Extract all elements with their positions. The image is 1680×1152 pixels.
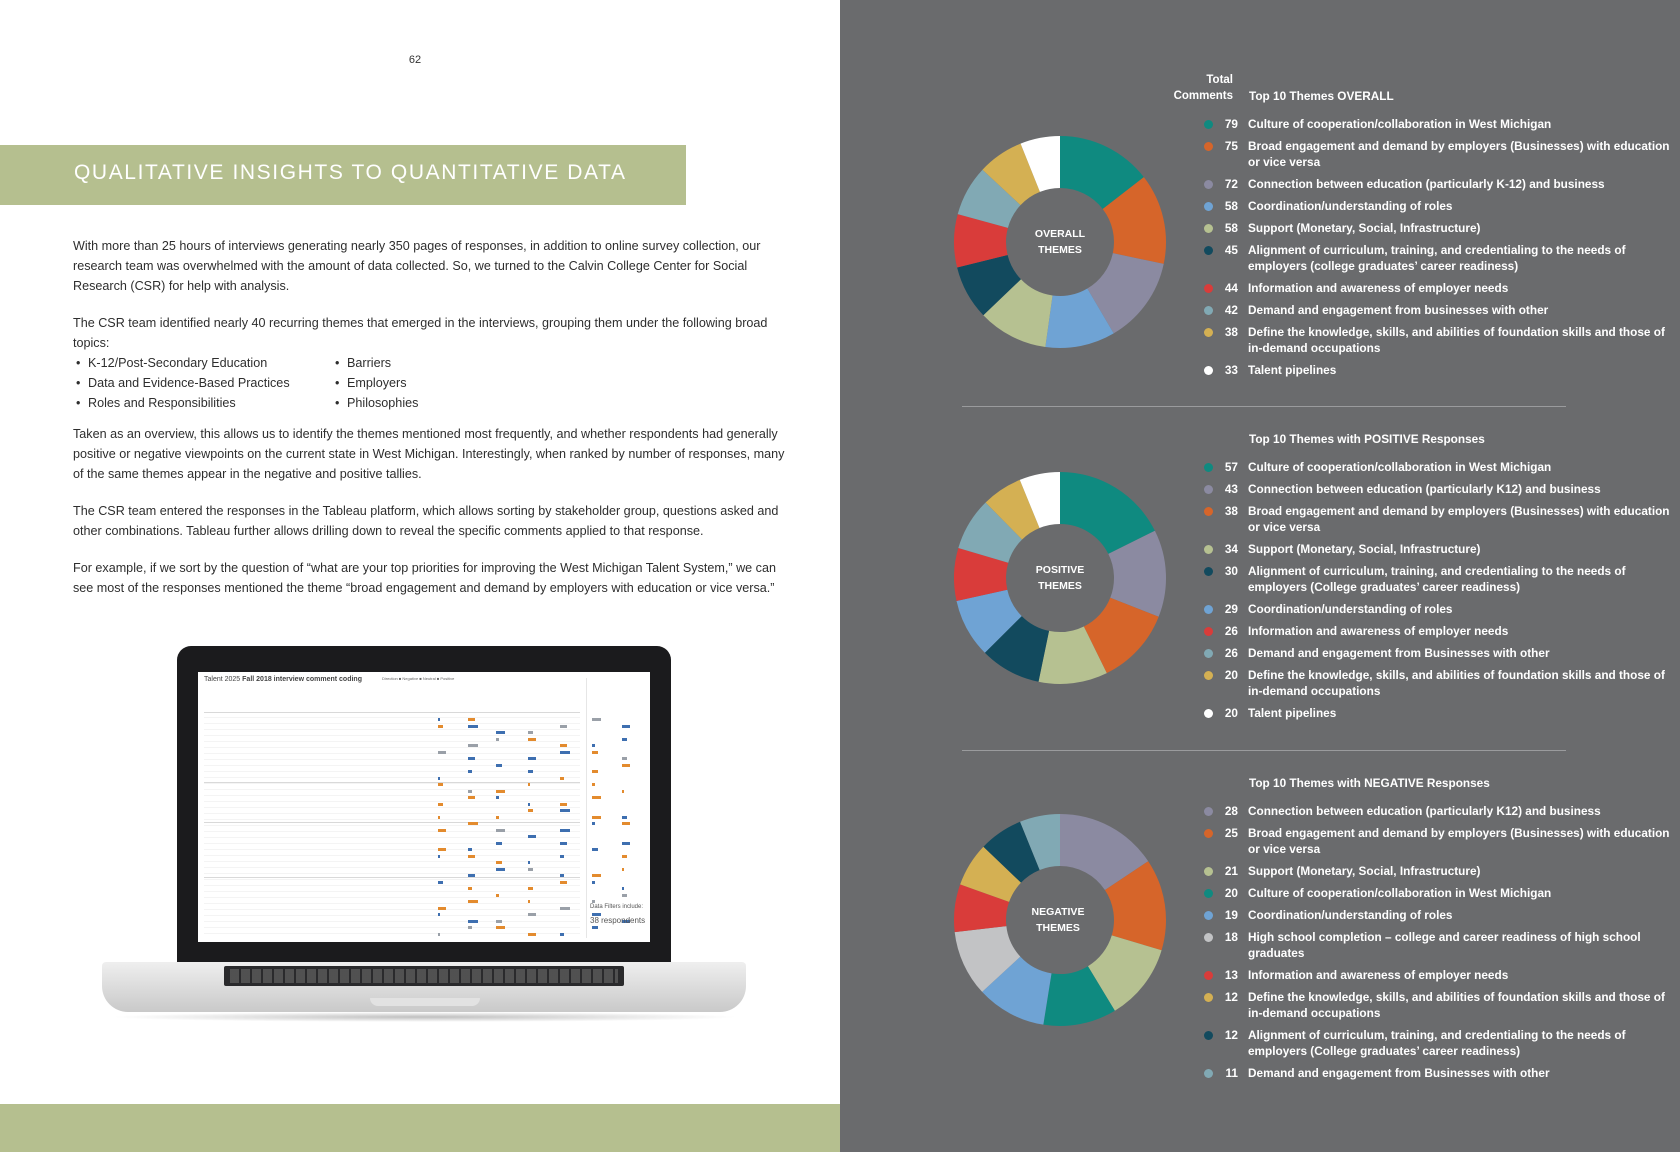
legend-swatch — [1204, 933, 1213, 942]
theme-count: 12 — [1224, 990, 1238, 1004]
theme-label: Alignment of curriculum, training, and credentialing to the needs of employers (College graduates’ career readiness) — [1248, 564, 1626, 594]
theme-item — [1204, 176, 1674, 192]
screen-bar — [560, 907, 570, 910]
screen-bar — [496, 894, 499, 897]
legend-swatch — [1204, 627, 1213, 636]
theme-item — [1204, 705, 1674, 721]
legend-swatch — [1204, 867, 1213, 876]
screen-bar — [468, 718, 475, 721]
screen-bar — [560, 855, 564, 858]
theme-count: 20 — [1224, 706, 1238, 720]
screen-bar — [560, 829, 570, 832]
screen-bar — [560, 803, 567, 806]
legend-swatch — [1204, 306, 1213, 315]
screen-bar — [438, 777, 440, 780]
section-divider — [962, 406, 1566, 407]
screen-bar — [468, 796, 475, 799]
laptop-image — [100, 646, 750, 1026]
theme-label: Culture of cooperation/collaboration in West Michigan — [1248, 460, 1552, 474]
donut-center-label: POSITIVE THEMES — [1035, 564, 1085, 592]
body-text — [73, 236, 785, 615]
theme-label: Connection between education (particularly K-12) and business — [1248, 177, 1605, 191]
theme-item — [1204, 1065, 1674, 1081]
theme-count: 26 — [1224, 624, 1238, 638]
theme-count: 57 — [1224, 460, 1238, 474]
screen-bar — [438, 725, 443, 728]
right-page — [840, 0, 1680, 1152]
legend-swatch — [1204, 246, 1213, 255]
screen-bar — [560, 881, 567, 884]
legend-swatch — [1204, 284, 1213, 293]
paragraph-5: For example, if we sort by the question of “what are your top priorities for improving the West Michigan Talent System,” we can see most of the responses mentioned the theme “broad engagement and demand by employers with education or vice versa.” — [73, 561, 776, 595]
screen-rule — [204, 782, 580, 783]
legend-swatch — [1204, 485, 1213, 494]
topic-item: • Philosophies — [332, 393, 532, 413]
screen-bar — [528, 900, 530, 903]
screen-bar — [560, 725, 567, 728]
theme-item — [1204, 302, 1674, 318]
theme-item — [1204, 280, 1674, 296]
screen-bar — [560, 744, 567, 747]
screen-bar — [468, 770, 472, 773]
theme-label: Coordination/understanding of roles — [1248, 199, 1453, 213]
screen-bar — [496, 920, 502, 923]
theme-label: Information and awareness of employer needs — [1248, 624, 1509, 638]
theme-count: 29 — [1224, 602, 1238, 616]
theme-item — [1204, 459, 1674, 475]
screen-bar — [438, 881, 443, 884]
theme-item — [1204, 220, 1674, 236]
bullet: • — [76, 396, 81, 410]
theme-list-negative — [1204, 803, 1674, 1087]
theme-label: Talent pipelines — [1248, 706, 1337, 720]
theme-item — [1204, 929, 1674, 961]
total-comments-header: Total Comments — [1173, 74, 1233, 102]
screen-bar — [496, 790, 505, 793]
screen-legend: Direction ■ Negative ■ Neutral ■ Positive — [382, 676, 455, 681]
theme-count: 28 — [1224, 804, 1238, 818]
theme-item — [1204, 116, 1674, 132]
theme-label: Broad engagement and demand by employers (Businesses) with education or vice versa — [1248, 139, 1670, 169]
theme-count: 79 — [1224, 117, 1238, 131]
laptop-shadow — [110, 1012, 740, 1022]
screen-bar — [468, 926, 472, 929]
bullet: • — [335, 396, 340, 410]
theme-list-overall — [1204, 116, 1674, 384]
theme-count: 25 — [1224, 826, 1238, 840]
paragraph-3: Taken as an overview, this allows us to identify the themes mentioned most frequently, and whether respondents had generally positive or negative viewpoints on the current state in West Michigan. Interestingly, when ranked by number of responses, many of the same themes appear in the negative and positive tallies. — [73, 427, 785, 481]
theme-label: Connection between education (particularly K12) and business — [1248, 804, 1601, 818]
paragraph-2: The CSR team identified nearly 40 recurring themes that emerged in the interviews, grouping them under the following broad topics: — [73, 316, 768, 350]
theme-item — [1204, 242, 1674, 274]
legend-swatch — [1204, 463, 1213, 472]
topic-item: • Roles and Responsibilities — [73, 393, 332, 413]
theme-item — [1204, 863, 1674, 879]
legend-swatch — [1204, 889, 1213, 898]
screen-bar — [496, 796, 499, 799]
theme-label: Broad engagement and demand by employers (Businesses) with education or vice versa — [1248, 826, 1670, 856]
legend-swatch — [1204, 507, 1213, 516]
section-divider — [962, 750, 1566, 751]
theme-label: Alignment of curriculum, training, and credentialing to the needs of employers (College graduates’ career readiness) — [1248, 1028, 1626, 1058]
theme-count: 30 — [1224, 564, 1238, 578]
laptop-screen — [198, 672, 650, 942]
theme-count: 38 — [1224, 504, 1238, 518]
screen-bar — [560, 777, 564, 780]
theme-label: Alignment of curriculum, training, and credentialing to the needs of employers (college graduates’ career readiness) — [1248, 243, 1626, 273]
screen-bar — [528, 933, 536, 936]
theme-label: Culture of cooperation/collaboration in West Michigan — [1248, 886, 1552, 900]
screen-bar — [496, 816, 499, 819]
theme-count: 43 — [1224, 482, 1238, 496]
screen-bar — [528, 738, 536, 741]
theme-item — [1204, 667, 1674, 699]
legend-swatch — [1204, 224, 1213, 233]
legend-swatch — [1204, 807, 1213, 816]
screen-bar — [496, 731, 505, 734]
theme-count: 19 — [1224, 908, 1238, 922]
donut-center-label: NEGATIVE THEMES — [1031, 906, 1085, 934]
theme-item — [1204, 563, 1674, 595]
screen-bar — [438, 718, 440, 721]
theme-count: 72 — [1224, 177, 1238, 191]
laptop-keys — [230, 969, 618, 983]
theme-label: Define the knowledge, skills, and abilities of foundation skills and those of in-demand occupations — [1248, 990, 1665, 1020]
screen-bar — [468, 855, 475, 858]
screen-bar — [528, 731, 533, 734]
screen-bar — [468, 920, 478, 923]
theme-label: Support (Monetary, Social, Infrastructure) — [1248, 864, 1481, 878]
screen-bar — [468, 822, 478, 825]
bullet: • — [76, 356, 81, 370]
topic-item: • Barriers — [332, 353, 532, 373]
screen-bar — [560, 751, 570, 754]
screen-bar — [528, 887, 533, 890]
theme-item — [1204, 138, 1674, 170]
paragraph-1: With more than 25 hours of interviews generating nearly 350 pages of responses, in addition to online survey collection, our research team was overwhelmed with the amount of data collected. So, we turned to the Calvin College Center for Social Research (CSR) for help with analysis. — [73, 239, 761, 293]
screen-respondents: 38 respondents — [590, 916, 646, 925]
screen-bar — [468, 757, 475, 760]
bullet: • — [335, 356, 340, 370]
screen-bar — [438, 907, 446, 910]
screen-bar — [496, 738, 499, 741]
screen-bar — [468, 725, 478, 728]
screen-bar — [528, 861, 530, 864]
theme-item — [1204, 907, 1674, 923]
legend-swatch — [1204, 1031, 1213, 1040]
screen-bar — [468, 790, 472, 793]
theme-label: Talent pipelines — [1248, 363, 1337, 377]
page-number: 62 — [408, 54, 422, 66]
theme-count: 75 — [1224, 139, 1238, 153]
screen-bar — [528, 757, 536, 760]
topic-item: • K-12/Post-Secondary Education — [73, 353, 332, 373]
legend-swatch — [1204, 545, 1213, 554]
theme-label: Define the knowledge, skills, and abilities of foundation skills and those of in-demand occupations — [1248, 668, 1665, 698]
theme-item — [1204, 1027, 1674, 1059]
theme-count: 58 — [1224, 199, 1238, 213]
theme-label: Demand and engagement from businesses with other — [1248, 303, 1549, 317]
screen-table — [204, 712, 580, 938]
screen-bar — [438, 933, 440, 936]
topics-list — [73, 353, 785, 413]
theme-item — [1204, 601, 1674, 617]
theme-label: Connection between education (particularly K12) and business — [1248, 482, 1601, 496]
legend-swatch — [1204, 120, 1213, 129]
screen-bar — [496, 842, 502, 845]
theme-label: Define the knowledge, skills, and abilities of foundation skills and those of in-demand occupations — [1248, 325, 1665, 355]
theme-item — [1204, 481, 1674, 497]
legend-swatch — [1204, 605, 1213, 614]
legend-swatch — [1204, 202, 1213, 211]
theme-item — [1204, 825, 1674, 857]
screen-bar — [438, 829, 446, 832]
screen-bar — [528, 913, 536, 916]
screen-bar — [468, 887, 472, 890]
screen-bar — [528, 770, 533, 773]
theme-count: 20 — [1224, 886, 1238, 900]
theme-item — [1204, 324, 1674, 356]
theme-item — [1204, 989, 1674, 1021]
screen-bar — [496, 926, 505, 929]
legend-swatch — [1204, 709, 1213, 718]
legend-swatch — [1204, 567, 1213, 576]
theme-label: Support (Monetary, Social, Infrastructure) — [1248, 542, 1481, 556]
theme-label: Coordination/understanding of roles — [1248, 908, 1453, 922]
legend-swatch — [1204, 649, 1213, 658]
screen-bar — [560, 842, 567, 845]
screen-bar — [468, 900, 478, 903]
screen-filter-note: Data Filters include: — [590, 904, 644, 910]
legend-swatch — [1204, 829, 1213, 838]
theme-count: 45 — [1224, 243, 1238, 257]
theme-count: 12 — [1224, 1028, 1238, 1042]
legend-swatch — [1204, 328, 1213, 337]
topic-item: • Employers — [332, 373, 532, 393]
theme-count: 42 — [1224, 303, 1238, 317]
bullet: • — [76, 376, 81, 390]
theme-item — [1204, 803, 1674, 819]
theme-label: Culture of cooperation/collaboration in West Michigan — [1248, 117, 1552, 131]
screen-bar — [438, 803, 443, 806]
bottom-accent-strip — [0, 1104, 840, 1152]
legend-swatch — [1204, 1069, 1213, 1078]
screen-rule — [204, 877, 580, 878]
screen-rule — [204, 712, 580, 713]
screen-bar — [528, 803, 530, 806]
screen-bar — [438, 783, 443, 786]
theme-label: Broad engagement and demand by employers (Businesses) with education or vice versa — [1248, 504, 1670, 534]
screen-title: Talent 2025 Fall 2018 interview comment coding — [204, 676, 362, 683]
theme-count: 58 — [1224, 221, 1238, 235]
theme-label: Demand and engagement from Businesses with other — [1248, 1066, 1550, 1080]
theme-item — [1204, 885, 1674, 901]
paragraph-4: The CSR team entered the responses in the Tableau platform, which allows sorting by stakeholder group, questions asked and other combinations. Tableau further allows drilling down to reveal the specific comments applied to that response. — [73, 504, 779, 538]
theme-label: Support (Monetary, Social, Infrastructure) — [1248, 221, 1481, 235]
theme-label: Information and awareness of employer needs — [1248, 968, 1509, 982]
screen-bar — [438, 913, 440, 916]
screen-rule — [204, 822, 580, 823]
screen-bar — [468, 874, 475, 877]
theme-item — [1204, 645, 1674, 661]
screen-filter-panel — [586, 678, 648, 938]
topic-item: • Data and Evidence-Based Practices — [73, 373, 332, 393]
theme-item — [1204, 198, 1674, 214]
theme-label: Demand and engagement from Businesses with other — [1248, 646, 1550, 660]
screen-bar — [496, 868, 505, 871]
legend-swatch — [1204, 671, 1213, 680]
screen-bar — [528, 783, 530, 786]
theme-label: Information and awareness of employer needs — [1248, 281, 1509, 295]
screen-bar — [560, 933, 564, 936]
theme-count: 44 — [1224, 281, 1238, 295]
screen-bar — [528, 868, 533, 871]
legend-swatch — [1204, 142, 1213, 151]
screen-bar — [560, 809, 570, 812]
section-banner — [0, 145, 686, 205]
theme-count: 26 — [1224, 646, 1238, 660]
screen-bar — [438, 816, 440, 819]
theme-count: 11 — [1225, 1066, 1238, 1080]
screen-bar — [528, 835, 536, 838]
theme-count: 20 — [1224, 668, 1238, 682]
screen-bar — [438, 848, 446, 851]
screen-bar — [496, 764, 502, 767]
screen-bar — [468, 744, 478, 747]
bullet: • — [335, 376, 340, 390]
theme-count: 38 — [1224, 325, 1238, 339]
theme-count: 13 — [1224, 968, 1238, 982]
theme-item — [1204, 503, 1674, 535]
banner-title: QUALITATIVE INSIGHTS TO QUANTITATIVE DATA — [74, 161, 627, 184]
theme-item — [1204, 623, 1674, 639]
screen-bar — [528, 809, 533, 812]
legend-swatch — [1204, 971, 1213, 980]
screen-bar — [438, 751, 446, 754]
theme-count: 33 — [1224, 363, 1238, 377]
section-title-negative: Top 10 Themes with NEGATIVE Responses — [1249, 776, 1490, 790]
theme-count: 21 — [1224, 864, 1238, 878]
screen-bar — [438, 855, 440, 858]
screen-bar — [560, 874, 564, 877]
legend-swatch — [1204, 993, 1213, 1002]
theme-count: 34 — [1224, 542, 1238, 556]
legend-swatch — [1204, 911, 1213, 920]
laptop-notch — [370, 998, 480, 1006]
donut-center-label: OVERALL THEMES — [1034, 228, 1086, 256]
section-title-positive: Top 10 Themes with POSITIVE Responses — [1249, 432, 1485, 446]
legend-swatch — [1204, 366, 1213, 375]
section-title-overall: Top 10 Themes OVERALL — [1249, 89, 1394, 103]
legend-swatch — [1204, 180, 1213, 189]
theme-item — [1204, 541, 1674, 557]
screen-bar — [468, 848, 472, 851]
screen-bar — [496, 861, 502, 864]
screen-bar — [496, 829, 505, 832]
theme-item — [1204, 967, 1674, 983]
theme-label: High school completion – college and career readiness of high school graduates — [1248, 930, 1641, 960]
theme-item — [1204, 362, 1674, 378]
theme-count: 18 — [1224, 930, 1238, 944]
theme-label: Coordination/understanding of roles — [1248, 602, 1453, 616]
theme-list-positive — [1204, 459, 1674, 727]
